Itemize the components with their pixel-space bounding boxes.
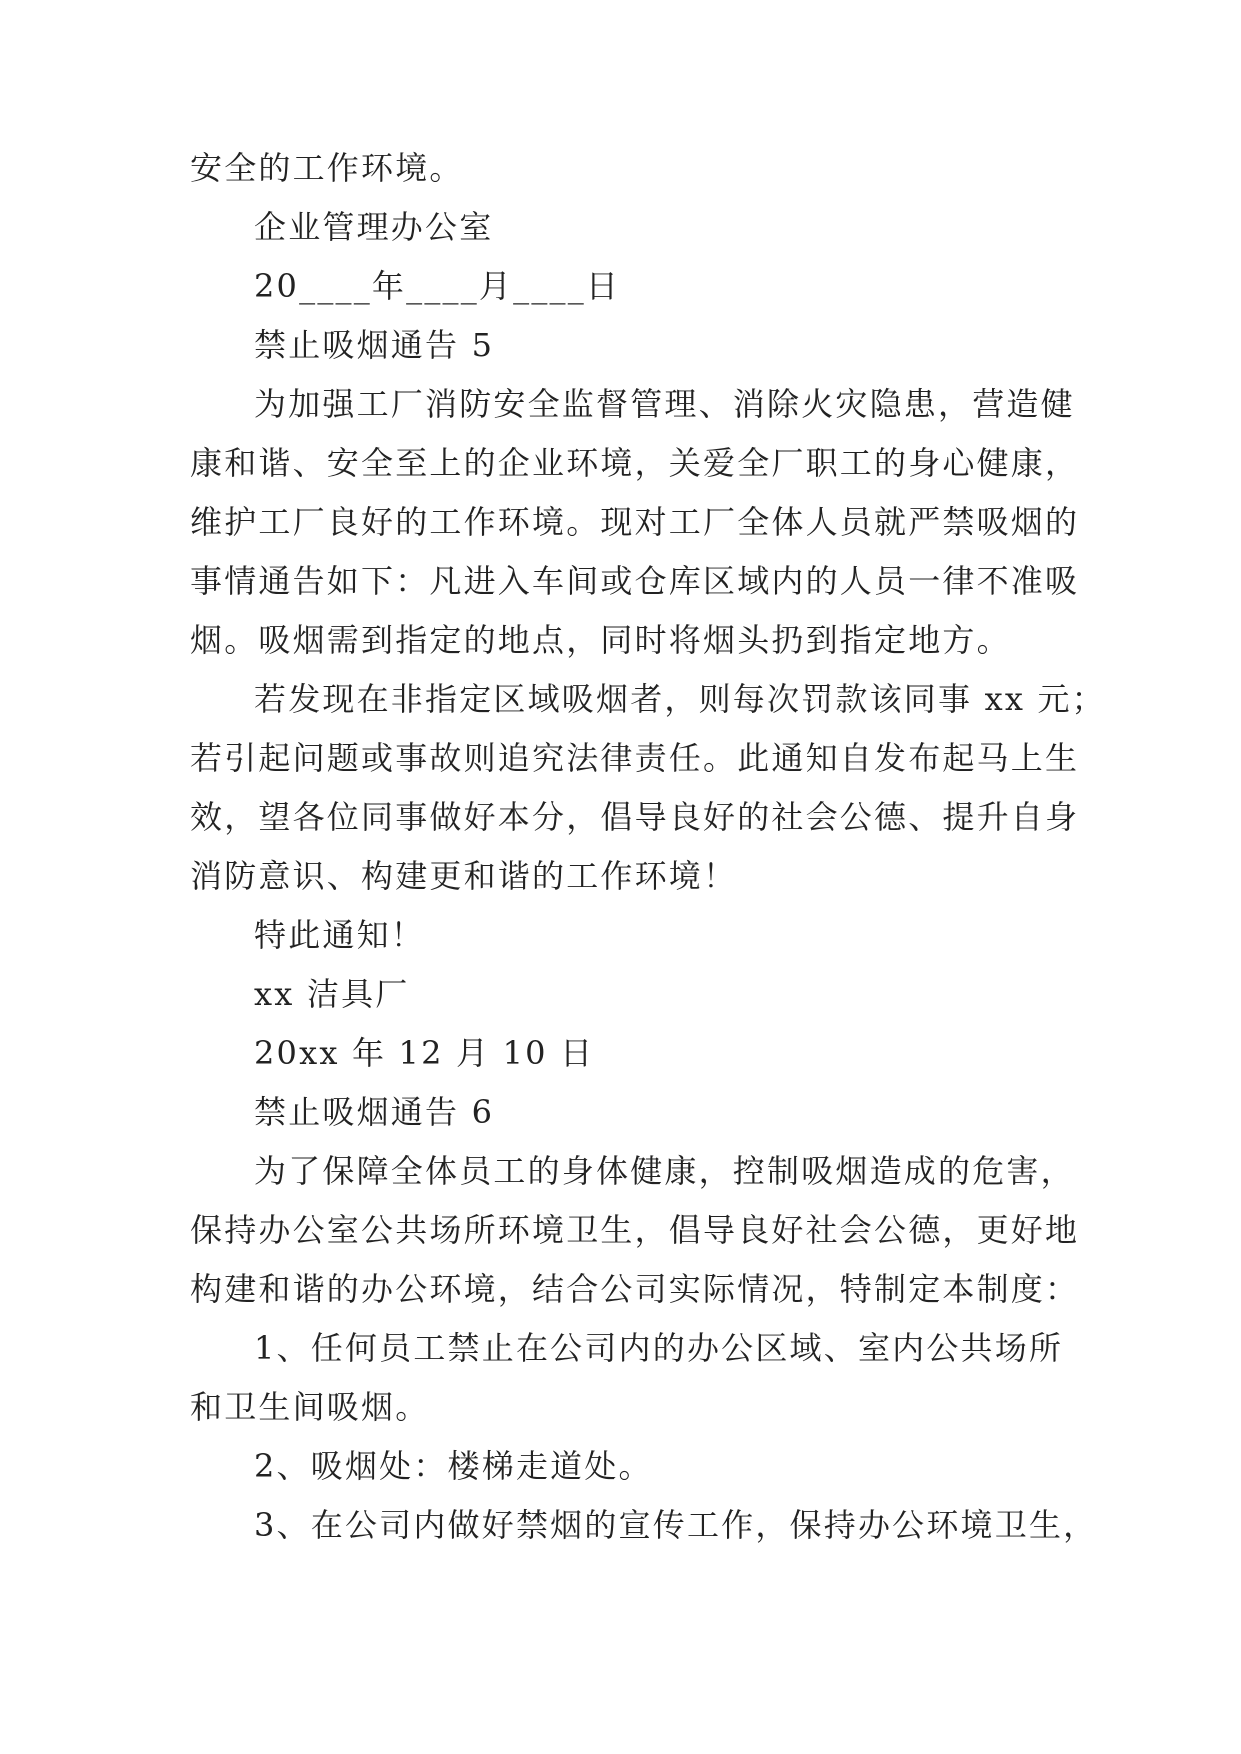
notice-heading-6: 禁止吸烟通告 6 <box>254 1093 495 1131</box>
closing-line: 特此通知！ <box>254 916 426 954</box>
text-line: 事情通告如下：凡进入车间或仓库区域内的人员一律不准吸 <box>190 562 1080 600</box>
text-line: 消防意识、构建更和谐的工作环境！ <box>190 857 738 895</box>
date-line: 20____年____月____日 <box>254 267 621 305</box>
text-line: 效，望各位同事做好本分，倡导良好的社会公德、提升自身 <box>190 798 1080 836</box>
text-line: 为了保障全体员工的身体健康，控制吸烟造成的危害， <box>254 1152 1075 1190</box>
text-line: 安全的工作环境。 <box>190 149 464 187</box>
text-line: 康和谐、安全至上的企业环境，关爱全厂职工的身心健康， <box>190 444 1080 482</box>
signature-office: 企业管理办公室 <box>254 208 494 246</box>
text-line: 若发现在非指定区域吸烟者，则每次罚款该同事 xx 元； <box>254 680 1106 718</box>
list-item-2: 2、吸烟处：楼梯走道处。 <box>254 1447 653 1485</box>
text-line: 构建和谐的办公环境，结合公司实际情况，特制定本制度： <box>190 1270 1080 1308</box>
notice-heading-5: 禁止吸烟通告 5 <box>254 326 495 364</box>
text-line: 为加强工厂消防安全监督管理、消除火灾隐患，营造健 <box>254 385 1075 423</box>
list-item-1: 1、任何员工禁止在公司内的办公区域、室内公共场所 <box>254 1329 1064 1367</box>
date-line: 20xx 年 12 月 10 日 <box>254 1034 595 1072</box>
text-line: 保持办公室公共场所环境卫生，倡导良好社会公德，更好地 <box>190 1211 1080 1249</box>
text-line: 维护工厂良好的工作环境。现对工厂全体人员就严禁吸烟的 <box>190 503 1080 541</box>
text-line: 和卫生间吸烟。 <box>190 1388 430 1426</box>
text-line: 若引起问题或事故则追究法律责任。此通知自发布起马上生 <box>190 739 1080 777</box>
text-line: 烟。吸烟需到指定的地点，同时将烟头扔到指定地方。 <box>190 621 1011 659</box>
list-item-3: 3、在公司内做好禁烟的宣传工作，保持办公环境卫生， <box>254 1506 1098 1544</box>
signature-factory: xx 洁具厂 <box>254 975 410 1013</box>
